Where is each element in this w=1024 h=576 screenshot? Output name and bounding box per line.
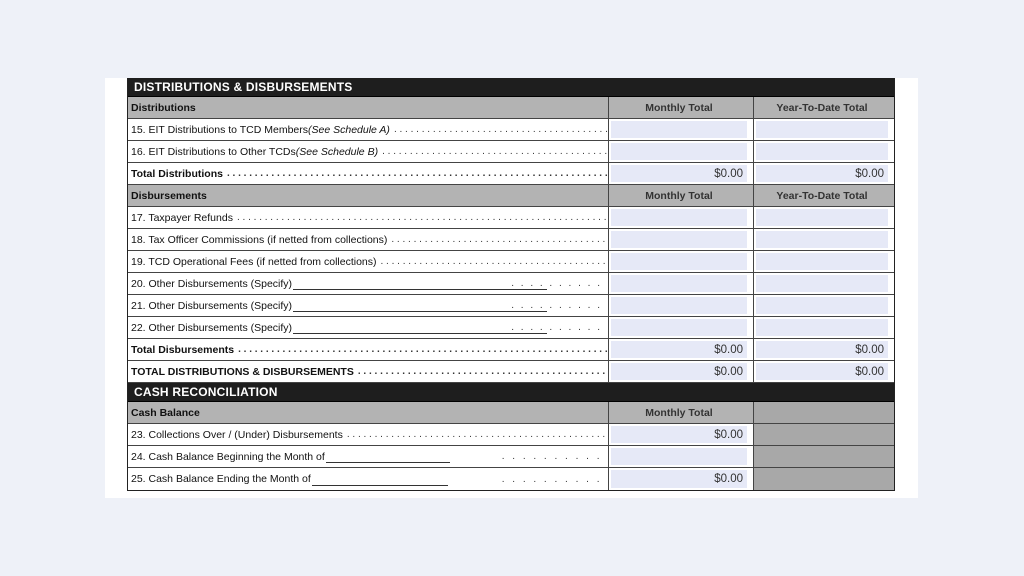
row-23-monthly: $0.00 [611, 426, 747, 443]
row-21-monthly-input[interactable] [611, 297, 747, 314]
row-15-note: (See Schedule A) [308, 123, 390, 136]
disbursements-label: Disbursements [128, 185, 609, 206]
leader-dots [511, 300, 602, 311]
row-18-monthly-input[interactable] [611, 231, 747, 248]
leader-dots [234, 344, 608, 355]
row-16-ytd-input[interactable] [756, 143, 888, 160]
row-25 [128, 468, 894, 490]
row-22-monthly-input[interactable] [611, 319, 747, 336]
leader-dots [390, 124, 608, 135]
row-17 [128, 207, 894, 229]
row-21-ytd-input[interactable] [756, 297, 888, 314]
distributions-form [127, 78, 895, 491]
disbursements-header-row [128, 185, 894, 207]
row-16-monthly-input[interactable] [611, 143, 747, 160]
section-title: DISTRIBUTIONS & DISBURSEMENTS [134, 80, 353, 94]
leader-dots [377, 256, 609, 267]
leader-dots [387, 234, 608, 245]
row-15-ytd-input[interactable] [756, 121, 888, 138]
leader-dots [233, 212, 608, 223]
row-24 [128, 446, 894, 468]
row-20-label: 20. Other Disbursements (Specify) [131, 277, 293, 290]
row-17-monthly-input[interactable] [611, 209, 747, 226]
row-24-label: 24. Cash Balance Beginning the Month of [131, 450, 325, 463]
leader-dots [511, 278, 602, 289]
cash-balance-label: Cash Balance [128, 402, 609, 423]
row-18-ytd-input[interactable] [756, 231, 888, 248]
grand-total-row [128, 361, 894, 383]
disabled-cell [754, 446, 894, 467]
row-24-month-field[interactable] [326, 450, 450, 463]
leader-dots [223, 168, 608, 179]
row-16-note: (See Schedule B) [295, 145, 379, 158]
grand-total-label: TOTAL DISTRIBUTIONS & DISBURSEMENTS [131, 365, 354, 378]
row-21-label: 21. Other Disbursements (Specify) [131, 299, 293, 312]
row-19-ytd-input[interactable] [756, 253, 888, 270]
row-23 [128, 424, 894, 446]
total-distributions-ytd: $0.00 [756, 165, 888, 182]
total-disbursements-label: Total Disbursements [131, 343, 235, 356]
disabled-cell [754, 468, 894, 490]
grand-total-ytd: $0.00 [756, 363, 888, 380]
section-header-distributions [128, 78, 894, 97]
form-sheet [105, 78, 918, 498]
row-17-label: 17. Taxpayer Refunds [131, 211, 233, 224]
row-16 [128, 141, 894, 163]
row-19-monthly-input[interactable] [611, 253, 747, 270]
total-disbursements-row [128, 339, 894, 361]
leader-dots [511, 322, 602, 333]
row-21 [128, 295, 894, 317]
monthly-total-header: Monthly Total [609, 97, 754, 118]
row-20-ytd-input[interactable] [756, 275, 888, 292]
total-distributions-label: Total Distributions [131, 167, 223, 180]
leader-dots [502, 474, 602, 485]
section-title: CASH RECONCILIATION [134, 385, 278, 399]
row-22-specify-field[interactable] [293, 321, 547, 334]
row-16-label: 16. EIT Distributions to Other TCDs [131, 145, 296, 158]
row-15-label: 15. EIT Distributions to TCD Members [131, 123, 309, 136]
cash-header-row [128, 402, 894, 424]
ytd-total-header: Year-To-Date Total [776, 189, 868, 202]
leader-dots [343, 429, 608, 440]
total-disbursements-ytd: $0.00 [756, 341, 888, 358]
monthly-total-header: Monthly Total [609, 402, 754, 423]
grand-total-monthly: $0.00 [611, 363, 747, 380]
row-22 [128, 317, 894, 339]
total-disbursements-monthly: $0.00 [611, 341, 747, 358]
row-18 [128, 229, 894, 251]
row-22-ytd-input[interactable] [756, 319, 888, 336]
disabled-cell [754, 402, 894, 423]
row-20 [128, 273, 894, 295]
row-25-monthly: $0.00 [611, 470, 747, 488]
leader-dots [502, 451, 602, 462]
row-20-specify-field[interactable] [293, 277, 547, 290]
row-19 [128, 251, 894, 273]
disabled-cell [754, 424, 894, 445]
row-25-label: 25. Cash Balance Ending the Month of [131, 473, 311, 485]
monthly-total-header: Monthly Total [609, 185, 754, 206]
row-22-label: 22. Other Disbursements (Specify) [131, 321, 293, 334]
total-distributions-row [128, 163, 894, 185]
row-23-label: 23. Collections Over / (Under) Disbursements [131, 428, 343, 441]
leader-dots [378, 146, 608, 157]
row-18-label: 18. Tax Officer Commissions (if netted from collections) [131, 233, 388, 246]
section-header-cash [128, 383, 894, 402]
row-19-label: 19. TCD Operational Fees (if netted from collections) [131, 255, 377, 268]
row-15-monthly-input[interactable] [611, 121, 747, 138]
row-17-ytd-input[interactable] [756, 209, 888, 226]
ytd-total-header: Year-To-Date Total [776, 101, 868, 114]
distributions-header-row [128, 97, 894, 119]
row-24-monthly-input[interactable] [611, 448, 747, 465]
row-20-monthly-input[interactable] [611, 275, 747, 292]
leader-dots [354, 366, 608, 377]
row-15 [128, 119, 894, 141]
total-distributions-monthly: $0.00 [611, 165, 747, 182]
distributions-label: Distributions [128, 97, 609, 118]
row-25-month-field[interactable] [312, 473, 448, 486]
row-21-specify-field[interactable] [293, 299, 547, 312]
